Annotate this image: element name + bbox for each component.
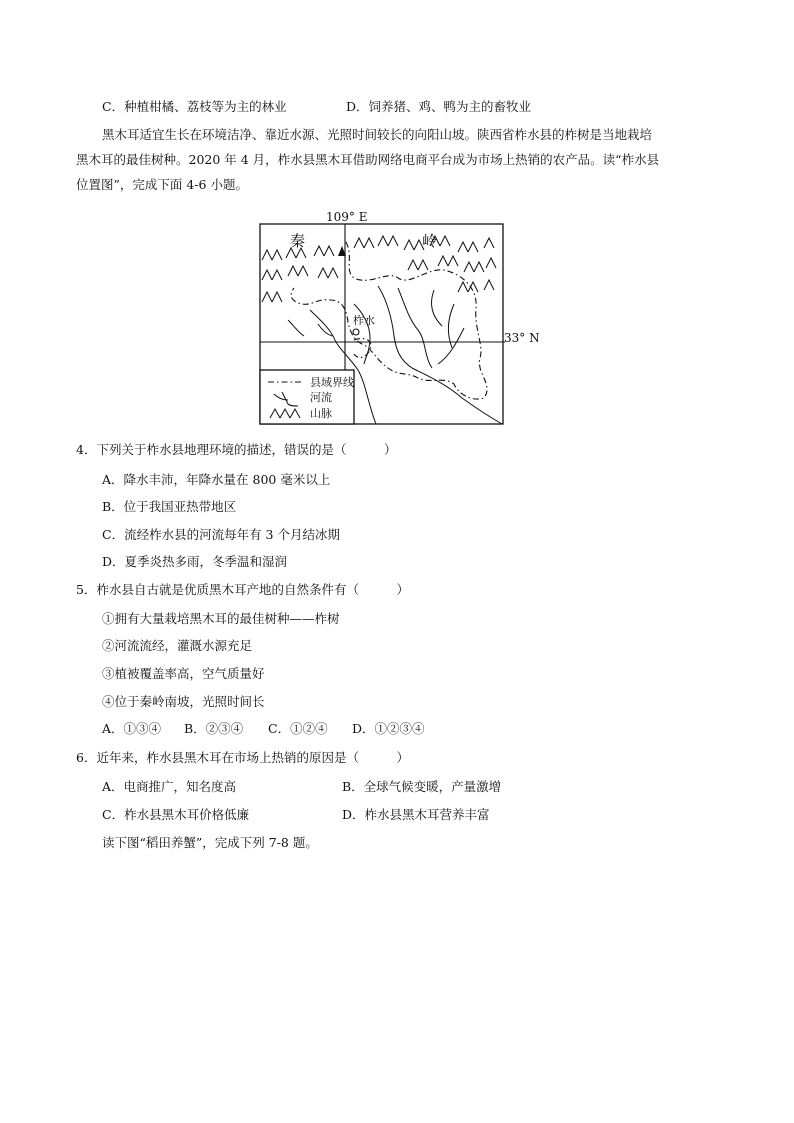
q5-option-c: C．①②④ [268,721,328,736]
prev-question-options-cd [102,99,622,115]
q5-options [102,721,502,737]
q4-stem: 4．下列关于柞水县地理环境的描述，错误的是（ ） [76,442,397,457]
map-svg [258,208,548,430]
q6-option-c: C．柞水县黑木耳价格低廉 [102,807,250,822]
intro-line-1: 黑木耳适宜生长在环境洁净、靠近水源、光照时间较长的向阳山坡。陕西省柞水县的柞树是当地栽培 [102,127,653,142]
q6-option-b: B．全球气候变暖，产量激增 [342,779,502,794]
intro-line-3: 位置图”，完成下面 4-6 小题。 [76,177,248,192]
q4-option-c: C．流经柞水县的河流每年有 3 个月结冰期 [102,527,340,542]
q5-option-b: B．②③④ [184,721,244,736]
county-label: 柞水 [353,314,375,327]
q5-item-2: ②河流流经，灌溉水源充足 [102,638,253,653]
longitude-label: 109° E [326,210,368,224]
intro-line-2: 黑木耳的最佳树种。2020 年 4 月，柞水县黑木耳借助网络电商平台成为市场上热销的农产品。读“柞水县 [76,152,660,167]
latitude-label: 33° N [504,331,540,345]
zhashui-location-map [258,208,548,430]
q5-option-d: D．①②③④ [352,721,425,736]
legend-boundary-label: 县域界线 [310,376,354,389]
legend-river-label: 河流 [310,391,332,404]
mountain-label-qin: 秦 [290,232,306,250]
q4-option-a: A．降水丰沛，年降水量在 800 毫米以上 [102,472,331,487]
q6-options-ab [102,779,622,795]
q6-stem: 6．近年来，柞水县黑木耳在市场上热销的原因是（ ） [76,750,409,765]
q6-option-d: D．柞水县黑木耳营养丰富 [342,807,490,822]
q4-option-d: D．夏季炎热多雨，冬季温和湿润 [102,554,288,569]
option-c: C．种植柑橘、荔枝等为主的林业 [102,99,287,114]
q5-item-3: ③植被覆盖率高，空气质量好 [102,666,265,681]
legend-mountain-label: 山脉 [310,407,332,420]
q5-stem: 5．柞水县自古就是优质黑木耳产地的自然条件有（ ） [76,582,409,597]
county-seat-icon [353,329,359,335]
q5-item-4: ④位于秦岭南坡，光照时间长 [102,694,265,709]
q5-option-a: A．①③④ [102,721,162,736]
next-section-intro: 读下图“稻田养蟹”，完成下列 7-8 题。 [102,835,318,850]
q4-option-b: B．位于我国亚热带地区 [102,499,237,514]
mountain-label-ling: 岭 [422,232,438,250]
option-d: D．饲养猪、鸡、鸭为主的畜牧业 [346,99,532,114]
q5-item-1: ①拥有大量栽培黑木耳的最佳树种——柞树 [102,611,340,626]
q6-options-cd [102,807,622,823]
q6-option-a: A．电商推广，知名度高 [102,779,237,794]
